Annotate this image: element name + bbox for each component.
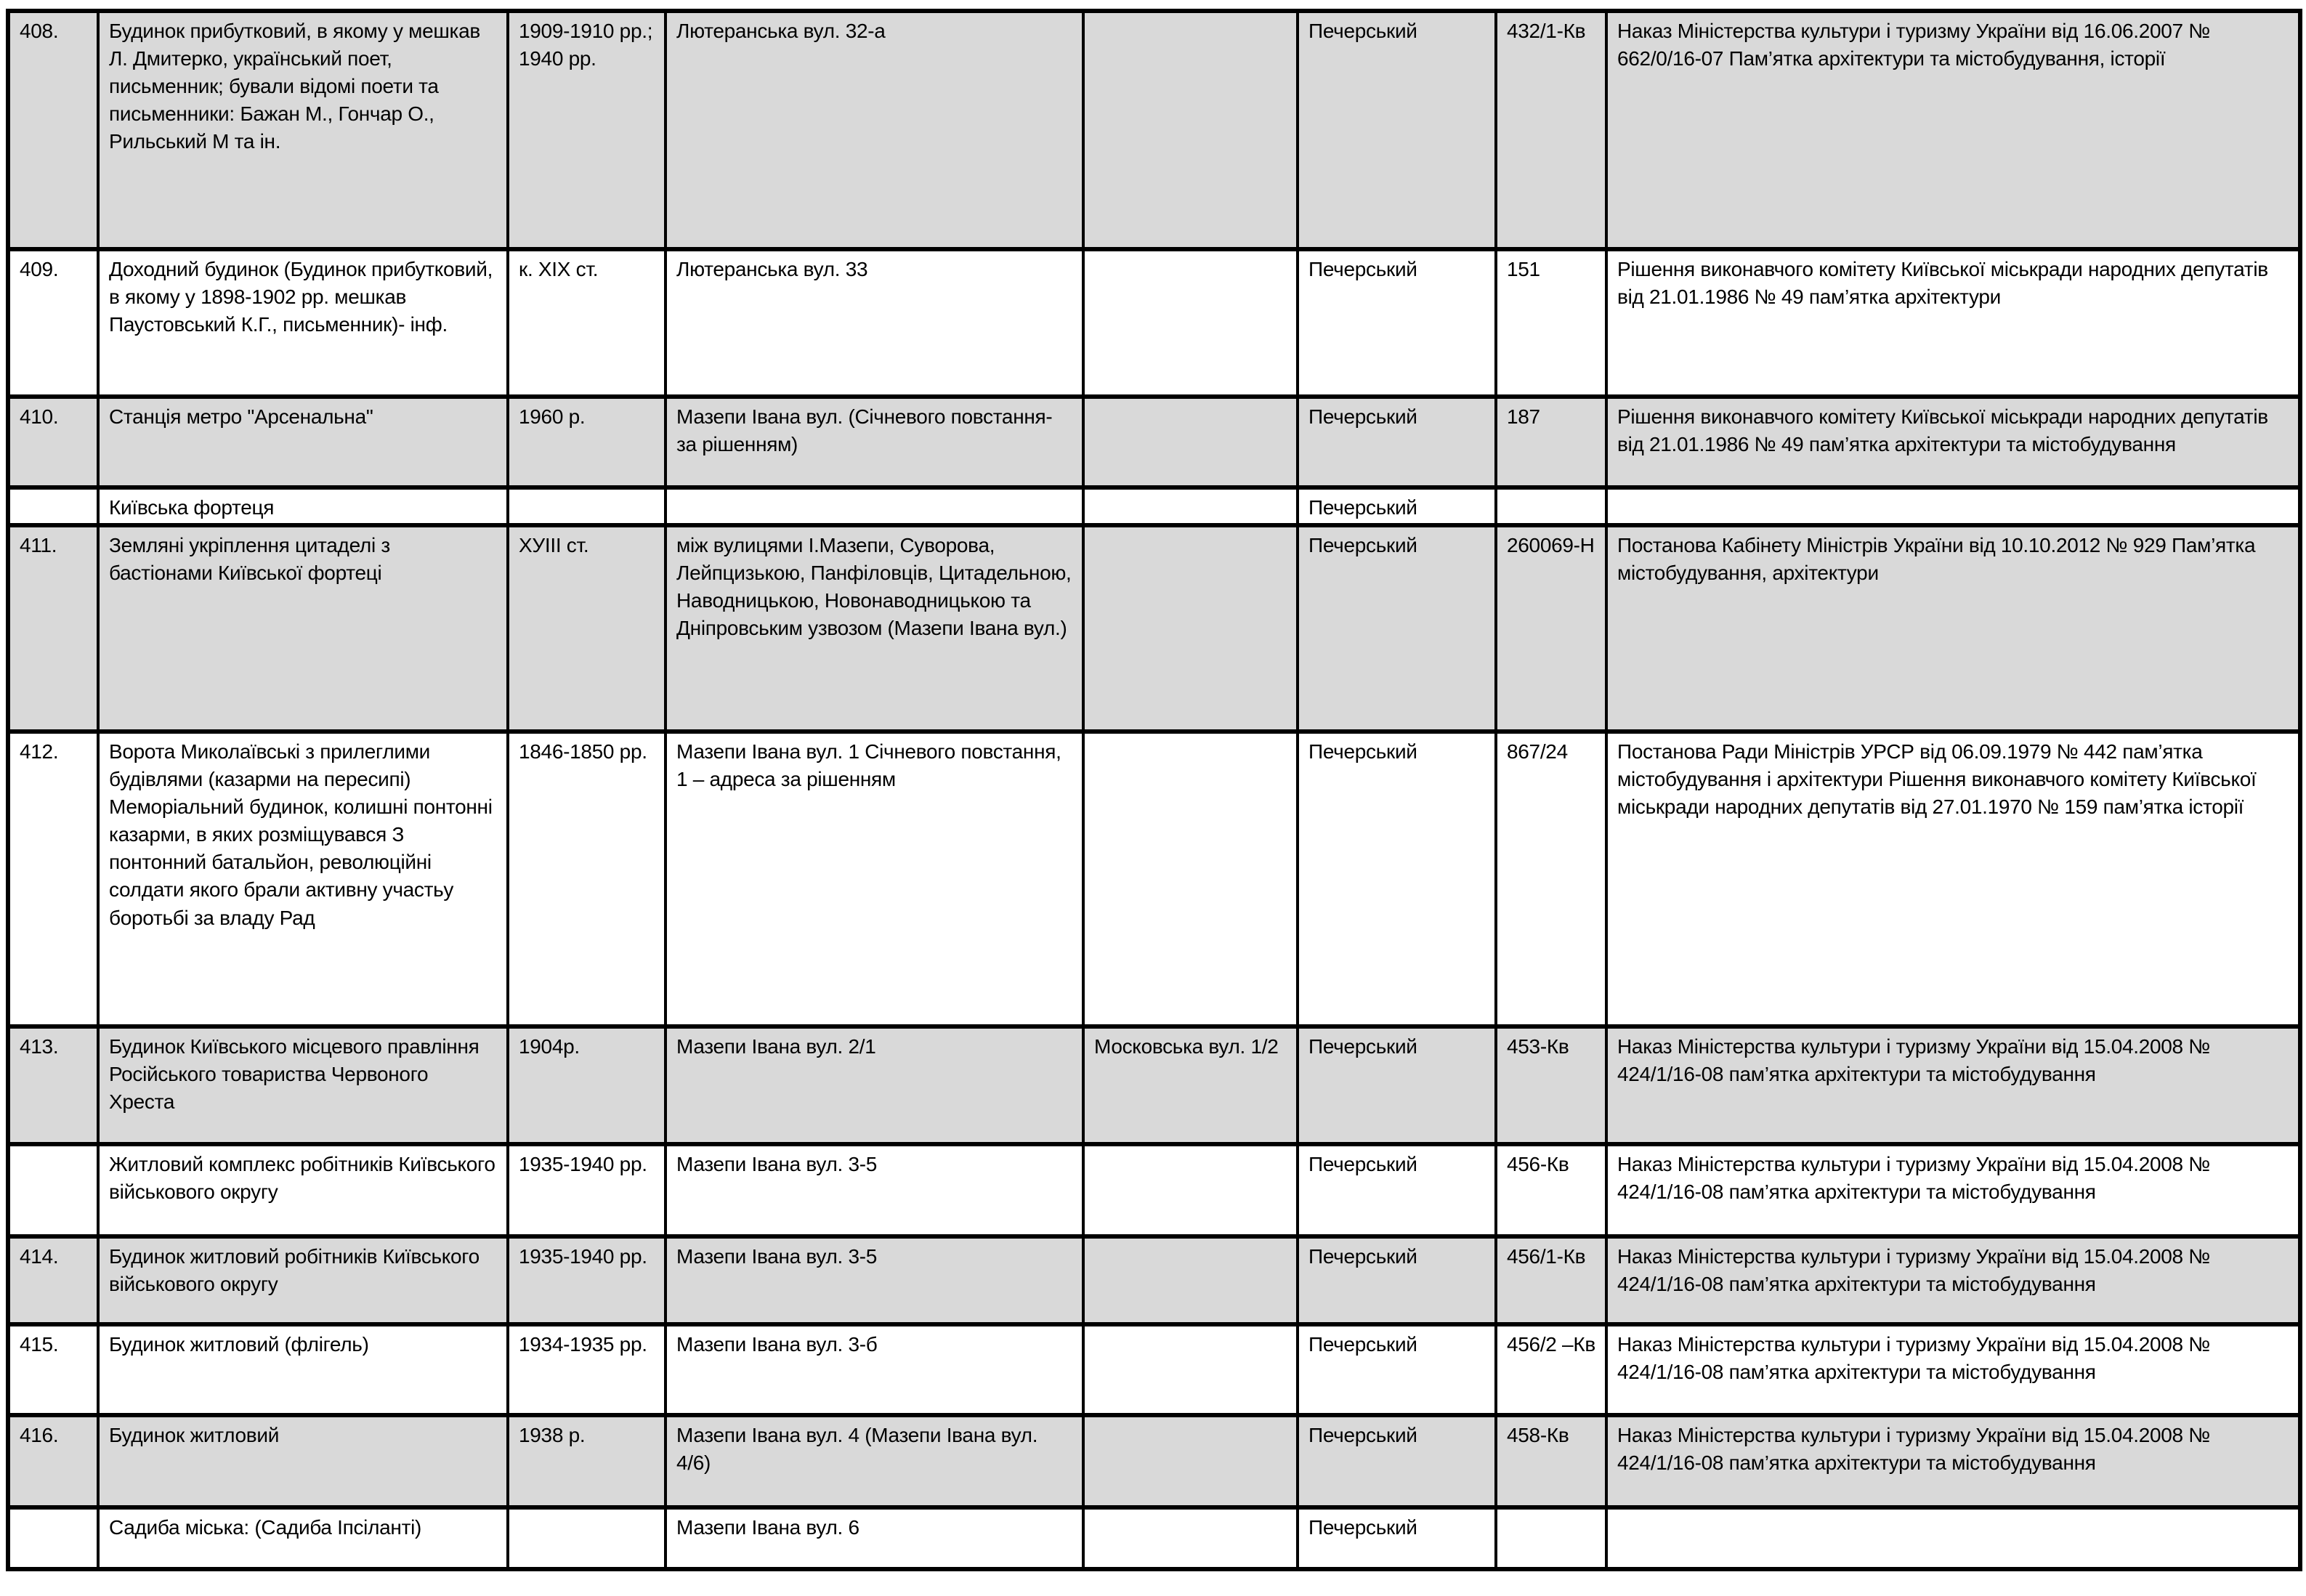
cell-name: Будинок житловий bbox=[98, 1415, 508, 1507]
cell-date bbox=[508, 1507, 665, 1569]
cell-reg_number: 432/1-Кв bbox=[1496, 11, 1606, 249]
cell-decision: Наказ Міністерства культури і туризму України від 15.04.2008 № 424/1/16-08 пам’ятка архітектури та містобудування bbox=[1606, 1236, 2300, 1324]
cell-date: ХУІІІ ст. bbox=[508, 525, 665, 732]
cell-num: 410. bbox=[8, 397, 98, 487]
cell-district: Печерський bbox=[1298, 1236, 1496, 1324]
cell-decision: Постанова Кабінету Міністрів України від 10.10.2012 № 929 Пам’ятка містобудування, архітектури bbox=[1606, 525, 2300, 732]
cell-reg_number: 187 bbox=[1496, 397, 1606, 487]
cell-date: к. ХІХ ст. bbox=[508, 249, 665, 397]
cell-address: Мазепи Івана вул. 3-5 bbox=[665, 1236, 1083, 1324]
cell-address2: Московська вул. 1/2 bbox=[1083, 1026, 1298, 1144]
cell-date: 1935-1940 рр. bbox=[508, 1144, 665, 1236]
cell-decision: Наказ Міністерства культури і туризму України від 15.04.2008 № 424/1/16-08 пам’ятка архітектури та містобудування bbox=[1606, 1144, 2300, 1236]
cell-address: Лютеранська вул. 32-а bbox=[665, 11, 1083, 249]
cell-reg_number: 456/2 –Кв bbox=[1496, 1324, 1606, 1415]
cell-date: 1938 р. bbox=[508, 1415, 665, 1507]
cell-decision: Наказ Міністерства культури і туризму України від 15.04.2008 № 424/1/16-08 пам’ятка архітектури та містобудування bbox=[1606, 1324, 2300, 1415]
table-row bbox=[8, 1415, 2300, 1507]
cell-decision: Рішення виконавчого комітету Київської міськради народних депутатів від 21.01.1986 № 49 пам’ятка архітектури та містобудування bbox=[1606, 397, 2300, 487]
cell-address2 bbox=[1083, 732, 1298, 1026]
cell-address: Мазепи Івана вул. 1 Січневого повстання, 1 – адреса за рішенням bbox=[665, 732, 1083, 1026]
cell-num bbox=[8, 487, 98, 525]
cell-address2 bbox=[1083, 1324, 1298, 1415]
cell-num bbox=[8, 1507, 98, 1569]
cell-address2 bbox=[1083, 1415, 1298, 1507]
table-row bbox=[8, 1144, 2300, 1236]
cell-reg_number: 453-Кв bbox=[1496, 1026, 1606, 1144]
table-row bbox=[8, 11, 2300, 249]
table-row bbox=[8, 397, 2300, 487]
cell-address: Мазепи Івана вул. 6 bbox=[665, 1507, 1083, 1569]
cell-decision bbox=[1606, 487, 2300, 525]
table-row bbox=[8, 525, 2300, 732]
cell-num bbox=[8, 1144, 98, 1236]
cell-num: 408. bbox=[8, 11, 98, 249]
table-row bbox=[8, 1236, 2300, 1324]
cell-decision: Наказ Міністерства культури і туризму України від 16.06.2007 № 662/0/16-07 Пам’ятка архітектури та містобудування, історії bbox=[1606, 11, 2300, 249]
cell-num: 414. bbox=[8, 1236, 98, 1324]
table-row bbox=[8, 732, 2300, 1026]
cell-date: 1909-1910 рр.; 1940 рр. bbox=[508, 11, 665, 249]
cell-district: Печерський bbox=[1298, 1507, 1496, 1569]
cell-num: 413. bbox=[8, 1026, 98, 1144]
table-row bbox=[8, 1507, 2300, 1569]
cell-date: 1846-1850 рр. bbox=[508, 732, 665, 1026]
cell-address2 bbox=[1083, 1507, 1298, 1569]
table-row bbox=[8, 249, 2300, 397]
cell-reg_number: 867/24 bbox=[1496, 732, 1606, 1026]
cell-reg_number: 456/1-Кв bbox=[1496, 1236, 1606, 1324]
cell-address: Мазепи Івана вул. 3-5 bbox=[665, 1144, 1083, 1236]
cell-address2 bbox=[1083, 1236, 1298, 1324]
cell-num: 411. bbox=[8, 525, 98, 732]
cell-name: Будинок прибутковий, в якому у мешкав Л. Дмитерко, український поет, письменник; бували відомі поети та письменники: Бажан М., Гончар О., Рильський М та ін. bbox=[98, 11, 508, 249]
cell-district: Печерський bbox=[1298, 1415, 1496, 1507]
cell-district: Печерський bbox=[1298, 11, 1496, 249]
cell-num: 416. bbox=[8, 1415, 98, 1507]
cell-district: Печерський bbox=[1298, 1324, 1496, 1415]
cell-decision: Наказ Міністерства культури і туризму України від 15.04.2008 № 424/1/16-08 пам’ятка архітектури та містобудування bbox=[1606, 1415, 2300, 1507]
cell-district: Печерський bbox=[1298, 525, 1496, 732]
cell-decision: Рішення виконавчого комітету Київської міськради народних депутатів від 21.01.1986 № 49 пам’ятка архітектури bbox=[1606, 249, 2300, 397]
cell-address: між вулицями І.Мазепи, Суворова, Лейпцизькою, Панфіловців, Цитадельною, Наводницькою, Новонаводницькою та Дніпровським узвозом (Мазепи Івана вул.) bbox=[665, 525, 1083, 732]
cell-district: Печерський bbox=[1298, 249, 1496, 397]
cell-address: Мазепи Івана вул. 4 (Мазепи Івана вул. 4/6) bbox=[665, 1415, 1083, 1507]
cell-reg_number bbox=[1496, 1507, 1606, 1569]
cell-district: Печерський bbox=[1298, 487, 1496, 525]
table-row bbox=[8, 487, 2300, 525]
cell-num: 409. bbox=[8, 249, 98, 397]
cell-date: 1935-1940 рр. bbox=[508, 1236, 665, 1324]
cell-name: Земляні укріплення цитаделі з бастіонами Київської фортеці bbox=[98, 525, 508, 732]
table-row bbox=[8, 1026, 2300, 1144]
cell-address: Мазепи Івана вул. 2/1 bbox=[665, 1026, 1083, 1144]
cell-num: 415. bbox=[8, 1324, 98, 1415]
cell-num: 412. bbox=[8, 732, 98, 1026]
cell-name: Станція метро "Арсенальна" bbox=[98, 397, 508, 487]
monuments-table bbox=[6, 9, 2302, 1571]
cell-name: Садиба міська: (Садиба Іпсіланті) bbox=[98, 1507, 508, 1569]
cell-name: Будинок Київського місцевого правління Російського товариства Червоного Хреста bbox=[98, 1026, 508, 1144]
cell-date: 1904р. bbox=[508, 1026, 665, 1144]
cell-address: Мазепи Івана вул. (Січневого повстання- за рішенням) bbox=[665, 397, 1083, 487]
cell-reg_number: 458-Кв bbox=[1496, 1415, 1606, 1507]
cell-decision bbox=[1606, 1507, 2300, 1569]
cell-district: Печерський bbox=[1298, 397, 1496, 487]
cell-address2 bbox=[1083, 11, 1298, 249]
cell-district: Печерський bbox=[1298, 732, 1496, 1026]
cell-name: Доходний будинок (Будинок прибутковий, в якому у 1898-1902 рр. мешкав Паустовський К.Г., письменник)- інф. bbox=[98, 249, 508, 397]
cell-reg_number bbox=[1496, 487, 1606, 525]
cell-district: Печерський bbox=[1298, 1026, 1496, 1144]
table-row bbox=[8, 1324, 2300, 1415]
cell-address bbox=[665, 487, 1083, 525]
cell-address2 bbox=[1083, 487, 1298, 525]
cell-decision: Наказ Міністерства культури і туризму України від 15.04.2008 № 424/1/16-08 пам’ятка архітектури та містобудування bbox=[1606, 1026, 2300, 1144]
cell-address2 bbox=[1083, 1144, 1298, 1236]
cell-name: Житловий комплекс робітників Київського військового округу bbox=[98, 1144, 508, 1236]
cell-address2 bbox=[1083, 397, 1298, 487]
cell-address2 bbox=[1083, 525, 1298, 732]
cell-reg_number: 260069-Н bbox=[1496, 525, 1606, 732]
cell-name: Будинок житловий робітників Київського військового округу bbox=[98, 1236, 508, 1324]
cell-address: Мазепи Івана вул. 3-б bbox=[665, 1324, 1083, 1415]
cell-date: 1934-1935 рр. bbox=[508, 1324, 665, 1415]
cell-address: Лютеранська вул. 33 bbox=[665, 249, 1083, 397]
cell-decision: Постанова Ради Міністрів УРСР від 06.09.1979 № 442 пам’ятка містобудування і архітектури Рішення виконавчого комітету Київської міськради народних депутатів від 27.01.1970 № 159 пам’ятка історії bbox=[1606, 732, 2300, 1026]
cell-reg_number: 151 bbox=[1496, 249, 1606, 397]
cell-address2 bbox=[1083, 249, 1298, 397]
cell-name: Київська фортеця bbox=[98, 487, 508, 525]
cell-reg_number: 456-Кв bbox=[1496, 1144, 1606, 1236]
cell-name: Будинок житловий (флігель) bbox=[98, 1324, 508, 1415]
cell-date bbox=[508, 487, 665, 525]
cell-district: Печерський bbox=[1298, 1144, 1496, 1236]
cell-date: 1960 р. bbox=[508, 397, 665, 487]
cell-name: Ворота Миколаївські з прилеглими будівлями (казарми на пересипі) Меморіальний будинок, колишні понтонні казарми, в яких розміщувався З понтонний батальйон, революційні солдати якого брали активну участьу боротьбі за владу Рад bbox=[98, 732, 508, 1026]
